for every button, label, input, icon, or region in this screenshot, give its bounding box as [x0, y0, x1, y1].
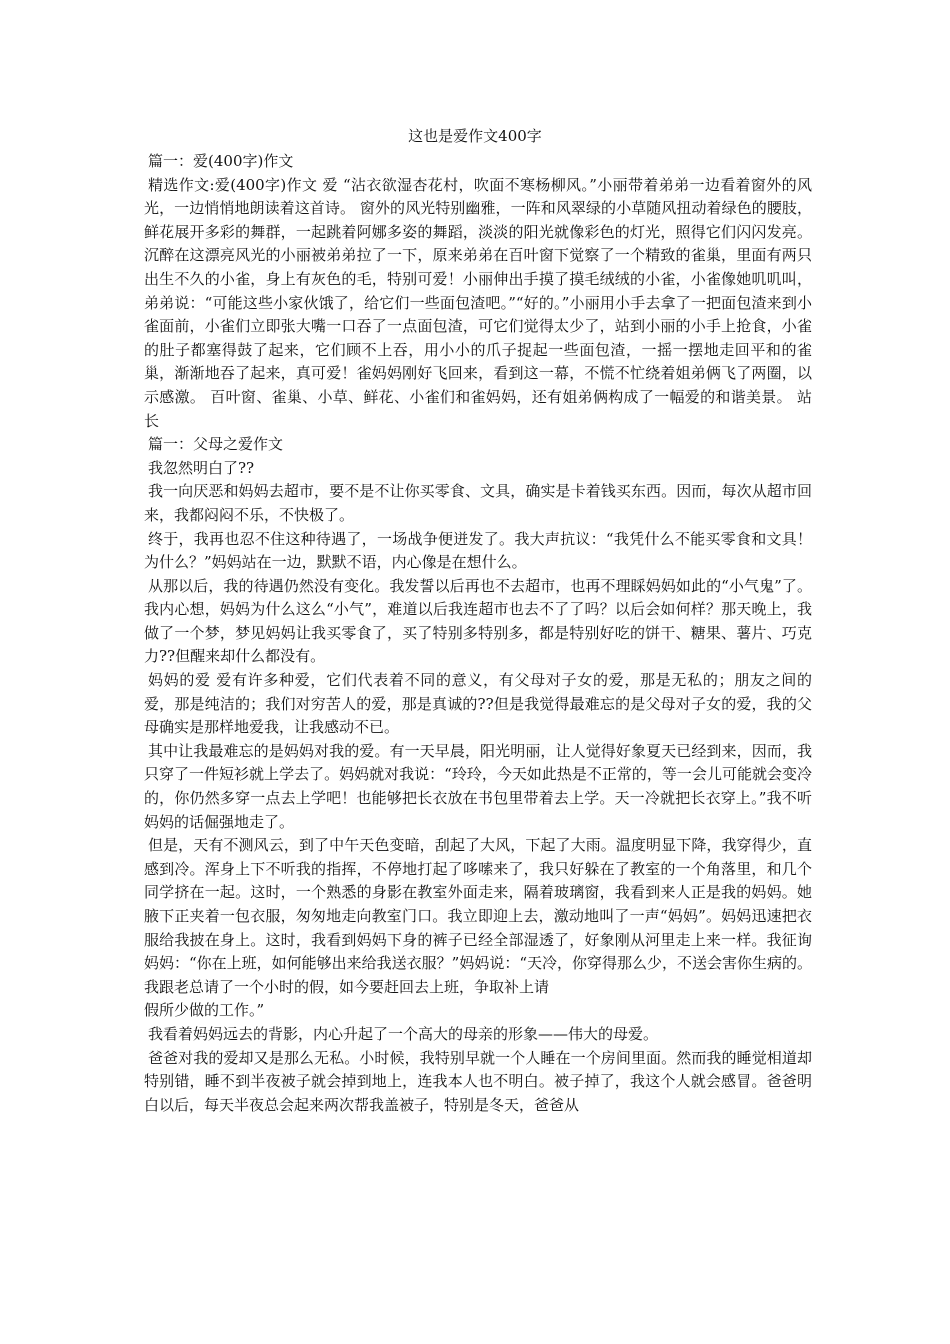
- paragraph: 终于，我再也忍不住这种待遇了，一场战争便迸发了。我大声抗议：“我凭什么不能买零食和文具！为什么？”妈妈站在一边，默默不语，内心像是在想什么。: [144, 529, 812, 572]
- document-title: 这也是爱作文400字: [408, 127, 542, 145]
- paragraph: 但是，天有不测风云，到了中午天色变暗，刮起了大风，下起了大雨。温度明显下降，我穿得少，直感到冷。浑身上下不听我的指挥，不停地打起了哆嗦来了，我只好躲在了教室的一个角落里，和几个同学挤在一起。这时，一个熟悉的身影在教室外面走来，隔着玻璃窗，我看到来人正是我的妈妈。她腋下正夹着一包衣服，匆匆地走向教室门口。我立即迎上去，激动地叫了一声“妈妈”。妈妈迅速把衣服给我披在身上。这时，我看到妈妈下身的裤子已经全部湿透了，好象刚从河里走上来一样。我征询妈妈：“你在上班，如何能够出来给我送衣服？”妈妈说：“天冷，你穿得那么少，不送会害你生病的。我跟老总请了一个小时的假，如今要赶回去上班，争取补上请: [144, 836, 813, 996]
- paragraph: 爸爸对我的爱却又是那么无私。小时候，我特别早就一个人睡在一个房间里面。然而我的睡觉相道却特别错，睡不到半夜被子就会掉到地上，连我本人也不明白。被子掉了，我这个人就会感冒。爸爸明白以后，每天半夜总会起来两次帮我盖被子，特别是冬天，爸爸从: [144, 1048, 812, 1114]
- paragraph: 精选作文:爱(400字)作文 爱 “沾衣欲湿杏花村，吹面不寒杨柳风。”小丽带着弟弟一边看着窗外的风光，一边悄悄地朗读着这首诗。 窗外的风光特别幽雅，一阵和风翠绿的小草随风扭动着绿色的腰肢，鲜花展开多彩的舞群，一起跳着阿娜多姿的舞蹈，淡淡的阳光就像彩色的灯光，照得它们闪闪发亮。沉醉在这漂亮风光的小丽被弟弟拉了一下，原来弟弟在百叶窗下觉察了一个精致的雀巢，里面有两只出生不久的小雀，身上有灰色的毛，特别可爱！小丽伸出手摸了摸毛绒绒的小雀，小雀像她叽叽叫，弟弟说：“可能这些小家伙饿了，给它们一些面包渣吧。”“好的。”小丽用小手去拿了一把面包渣来到小雀面前，小雀们立即张大嘴一口吞了一点面包渣，可它们觉得太少了，站到小丽的小手上抢食，小雀的肚子都塞得鼓了起来，它们顾不上吞，用小小的爪子捉起一些面包渣，一摇一摆地走回平和的雀巢，渐渐地吞了起来，真可爱！雀妈妈刚好飞回来，看到这一幕，不慌不忙绕着姐弟俩飞了两圈，以示感激。 百叶窗、雀巢、小草、鲜花、小雀们和雀妈妈，还有姐弟俩构成了一幅爱的和谐美景。 站长: [144, 175, 812, 430]
- paragraph: 其中让我最难忘的是妈妈对我的爱。有一天早晨，阳光明丽，让人觉得好象夏天已经到来，因而，我只穿了一件短衫就上学去了。妈妈就对我说：“玲玲，今天如此热是不正常的，等一会儿可能就会变冷的，你仍然多穿一点去上学吧！也能够把长衣放在书包里带着去上学。天一冷就把长衣穿上。”我不听妈妈的话倔强地走了。: [144, 741, 812, 831]
- paragraph: 假所少做的工作。”: [144, 1001, 265, 1020]
- paragraph: 从那以后，我的待遇仍然没有变化。我发誓以后再也不去超市，也再不理睬妈妈如此的“小气鬼”了。我内心想，妈妈为什么这么“小气”，难道以后我连超市也去不了了吗？以后会如何样？那天晚上，我做了一个梦，梦见妈妈让我买零食了，买了特别多特别多，都是特别好吃的饼干、糖果、薯片、巧克力??但醒来却什么都没有。: [144, 576, 812, 666]
- paragraph: 我一向厌恶和妈妈去超市，要不是不让你买零食、文具，确实是卡着钱买东西。因而，每次从超市回来，我都闷闷不乐，不快极了。: [144, 482, 812, 524]
- paragraph: 我看着妈妈远去的背影，内心升起了一个高大的母亲的形象——伟大的母爱。: [148, 1024, 659, 1043]
- document-body: [144, 150, 812, 1117]
- paragraph: 篇一：爱(400字)作文: [148, 152, 294, 170]
- paragraph: 妈妈的爱 爱有许多种爱，它们代表着不同的意义，有父母对子女的爱，那是无私的；朋友之间的爱，那是纯洁的；我们对穷苦人的爱，那是真诚的??但是我觉得最难忘的是父母对子女的爱，我的父母确实是那样地爱我，让我感动不已。: [144, 671, 812, 737]
- paragraph: 我忽然明白了??: [148, 458, 255, 477]
- paragraph: 篇一：父母之爱作文: [148, 435, 284, 454]
